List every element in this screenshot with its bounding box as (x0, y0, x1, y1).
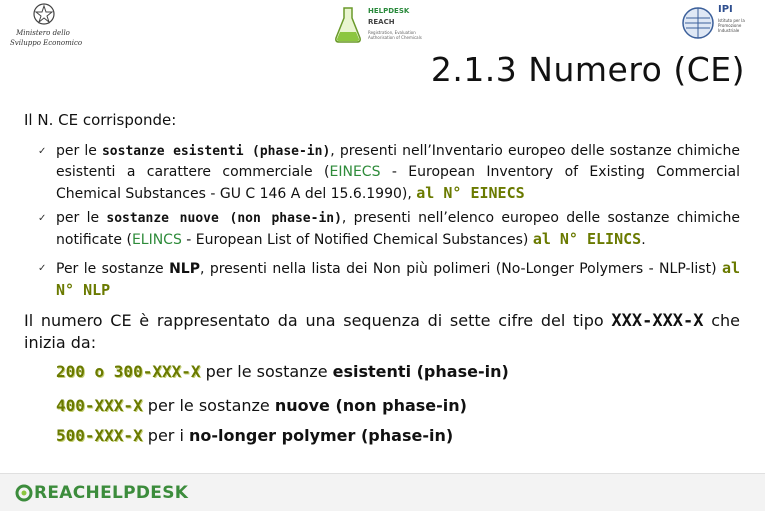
italian-republic-emblem-icon (32, 2, 56, 26)
intro-text: Il N. CE corrisponde: (24, 111, 177, 129)
nlp-number-label: al N° NLP (56, 259, 740, 299)
range-bold: esistenti (phase-in) (332, 362, 509, 381)
bullet-text: per le (56, 143, 102, 159)
ministry-name-line1: Ministero dello (16, 29, 70, 37)
checkmark-icon: ✓ (38, 213, 47, 224)
reach-description: Registration, Evaluation Authorisation of Chemicals (368, 30, 422, 40)
acronym-einecs: EINECS (329, 164, 381, 180)
range-text: per le sostanze (142, 396, 275, 415)
acronym-elincs: ELINCS (131, 232, 182, 248)
footer-bar (0, 473, 765, 511)
bullet-existing-substances (38, 141, 740, 205)
range-code: 400-XXX-X (56, 396, 143, 415)
range-code: 200 o 300-XXX-X (56, 362, 201, 381)
ministry-logo (10, 2, 83, 48)
bullet-text: , presenti nella lista dei Non più polimeri (No-Longer Polymers - NLP-list) (199, 261, 722, 277)
range-nlp (56, 426, 453, 445)
range-text: per i (142, 426, 189, 445)
range-bold: no-longer polymer (phase-in) (188, 426, 454, 445)
bullet-new-substances (38, 208, 740, 251)
range-bold: nuove (non phase-in) (274, 396, 467, 415)
range-text: per le sostanze (200, 362, 333, 381)
bullet-text: per le (56, 210, 107, 226)
range-new (56, 396, 467, 415)
range-existing (56, 362, 509, 381)
range-code: 500-XXX-X (56, 426, 143, 445)
bullet-bold: NLP (169, 261, 200, 277)
reach-helpdesk-ring-icon (14, 483, 34, 503)
bullet-text: - European List of Notified Chemical Substances) (181, 232, 533, 248)
ipi-logo (682, 4, 758, 46)
ipi-name: IPI (718, 4, 733, 15)
reach-label: REACH (368, 18, 395, 26)
checkmark-icon: ✓ (38, 263, 47, 274)
helpdesk-label: HELPDESK (368, 7, 410, 15)
bullet-text: , presenti nell’Inventario europeo delle sostanze chimiche esistenti a carattere commerciale ( (56, 143, 740, 180)
flask-icon (332, 4, 364, 44)
ipi-description: Istituto per la Promozione Industriale (718, 18, 745, 33)
bullet-nlp-substances (38, 258, 740, 302)
checkmark-icon: ✓ (38, 146, 47, 157)
bullet-text: - European Inventory of Existing Commercial Chemical Substances - GU C 146 A del 15.6.1990), (56, 164, 740, 202)
ec-format-code: XXX-XXX-X (611, 311, 704, 331)
slide-title: 2.1.3 Numero (CE) (430, 50, 745, 89)
bullet-text: Per le sostanze (56, 261, 170, 277)
bullet-bold: sostanze esistenti (phase-in) (101, 144, 331, 159)
einecs-number-label: al N° EINECS (416, 184, 525, 202)
bullet-text: , presenti nell’elenco europeo delle sostanze chimiche notificate ( (56, 210, 740, 248)
ec-number-paragraph (24, 310, 740, 353)
footer-brand: REACHELPDESK (34, 483, 189, 503)
elincs-number-label: al N° ELINCS (532, 230, 642, 248)
bullet-bold: sostanze nuove (non phase-in) (106, 211, 342, 226)
ipi-globe-icon (682, 6, 714, 40)
bullet-text: . (641, 232, 646, 248)
reach-helpdesk-logo (332, 4, 442, 48)
paragraph-text: che inizia da: (24, 311, 741, 352)
ministry-name-line2: Sviluppo Economico (10, 39, 83, 47)
paragraph-text: Il numero CE è rappresentato da una sequenza di sette cifre del tipo (24, 311, 612, 330)
